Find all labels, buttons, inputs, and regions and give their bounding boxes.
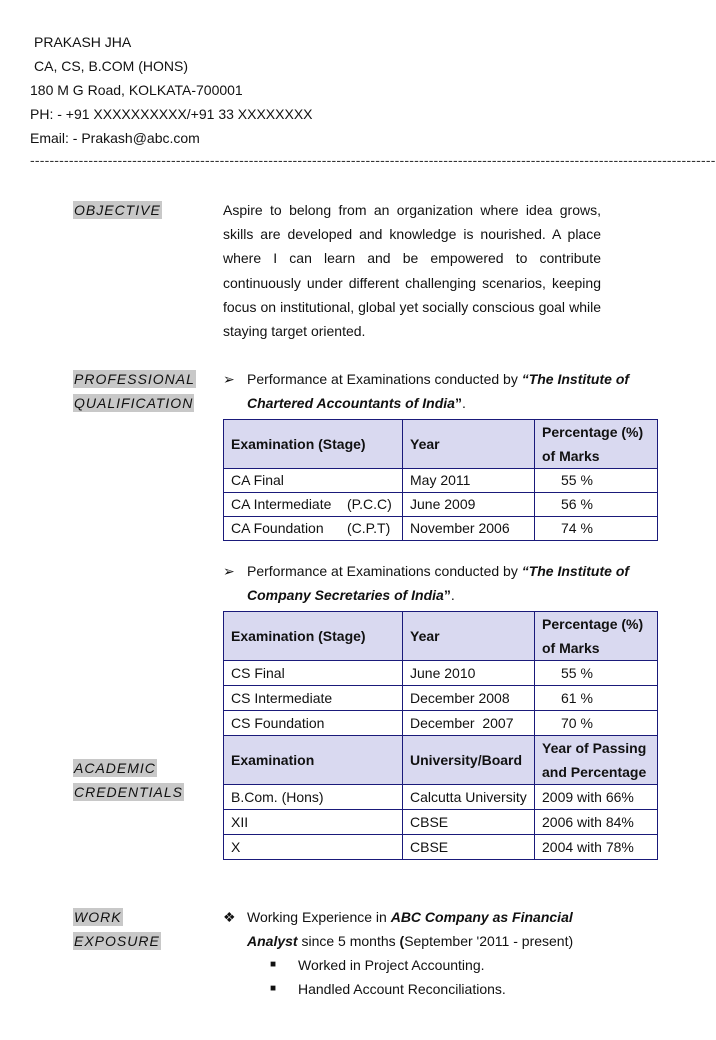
arrow-bullet-icon: ➢ <box>223 371 235 387</box>
col-header-board: University/Board <box>403 736 535 785</box>
result-cell: 2006 with 84% <box>535 810 658 835</box>
year-cell: June 2009 <box>403 493 535 517</box>
table-row <box>224 785 658 810</box>
candidate-email: Email: - Prakash@abc.com <box>30 130 200 146</box>
table-row <box>224 835 658 860</box>
professional-heading: PROFESSIONAL QUALIFICATION <box>74 371 195 411</box>
exam-cell: XII <box>224 810 403 835</box>
year-cell: December 2007 <box>403 711 535 736</box>
board-cell: Calcutta University <box>403 785 535 810</box>
table-header-row <box>224 420 658 469</box>
col-header-examination: Examination <box>224 736 403 785</box>
exam-cell: CS Final <box>224 661 403 686</box>
exam-cell: CA Foundation (C.P.T) <box>224 517 403 541</box>
exam-cell: X <box>224 835 403 860</box>
work-heading: WORK EXPOSURE <box>74 909 160 949</box>
result-cell: 2004 with 78% <box>535 835 658 860</box>
percentage-cell: 55 % <box>535 469 658 493</box>
table-row <box>224 686 658 711</box>
year-cell: December 2008 <box>403 686 535 711</box>
academic-table <box>223 735 658 860</box>
work-item: Handled Account Reconciliations. <box>298 981 506 997</box>
col-header-percentage: Percentage (%) of Marks <box>535 612 658 661</box>
exam-cell: CS Intermediate <box>224 686 403 711</box>
work-experience-line: ❖ Working Experience in ABC Company as Financial <box>223 905 247 929</box>
col-header-year-percentage: Year of Passing and Percentage <box>535 736 658 785</box>
cs-results-table <box>223 611 658 736</box>
col-header-year: Year <box>403 612 535 661</box>
candidate-address: 180 M G Road, KOLKATA-700001 <box>30 82 243 98</box>
percentage-cell: 61 % <box>535 686 658 711</box>
board-cell: CBSE <box>403 810 535 835</box>
percentage-cell: 56 % <box>535 493 658 517</box>
year-cell: June 2010 <box>403 661 535 686</box>
arrow-bullet-icon: ➢ <box>223 563 235 579</box>
candidate-name: PRAKASH JHA <box>34 34 132 50</box>
candidate-phone: PH: - +91 XXXXXXXXXX/+91 33 XXXXXXXX <box>30 106 313 122</box>
exam-cell: CS Foundation <box>224 711 403 736</box>
academic-heading: ACADEMIC CREDENTIALS <box>74 760 184 800</box>
cs-performance-line: ➢ Performance at Examinations conducted by “The Institute of <box>223 559 247 583</box>
percentage-cell: 55 % <box>535 661 658 686</box>
ca-performance-line: ➢ Performance at Examinations conducted by “The Institute of <box>223 367 247 391</box>
result-cell: 2009 with 66% <box>535 785 658 810</box>
table-row <box>224 661 658 686</box>
table-row <box>224 711 658 736</box>
square-bullet-icon: ■ <box>270 959 277 970</box>
col-header-exam: Examination (Stage) <box>224 420 403 469</box>
header-divider: --------------------------------------------------------------------------------------------------------------------------------------------- <box>30 152 716 168</box>
square-bullet-icon: ■ <box>270 983 277 994</box>
exam-cell: CA Intermediate (P.C.C) <box>224 493 403 517</box>
table-row <box>224 493 658 517</box>
diamond-bullet-icon: ❖ <box>223 909 236 925</box>
col-header-percentage: Percentage (%) of Marks <box>535 420 658 469</box>
table-header-row <box>224 612 658 661</box>
exam-cell: CA Final <box>224 469 403 493</box>
percentage-cell: 70 % <box>535 711 658 736</box>
table-row <box>224 517 658 541</box>
board-cell: CBSE <box>403 835 535 860</box>
candidate-qualifications: CA, CS, B.COM (HONS) <box>34 58 189 74</box>
table-row <box>224 469 658 493</box>
work-item: Worked in Project Accounting. <box>298 957 485 973</box>
col-header-exam: Examination (Stage) <box>224 612 403 661</box>
col-header-year: Year <box>403 420 535 469</box>
exam-cell: B.Com. (Hons) <box>224 785 403 810</box>
table-header-row <box>224 736 658 785</box>
objective-text: Aspire to belong from an organization where idea grows, skills are developed and knowledge is nourished. A place where I can learn and be empowered to contribute continuously under different challenging scenarios, keeping focus on institutional, global yet socially conscious goal while staying target oriented. <box>223 202 601 340</box>
objective-heading: OBJECTIVE <box>74 202 161 218</box>
ca-results-table <box>223 419 658 541</box>
percentage-cell: 74 % <box>535 517 658 541</box>
year-cell: May 2011 <box>403 469 535 493</box>
table-row <box>224 810 658 835</box>
year-cell: November 2006 <box>403 517 535 541</box>
